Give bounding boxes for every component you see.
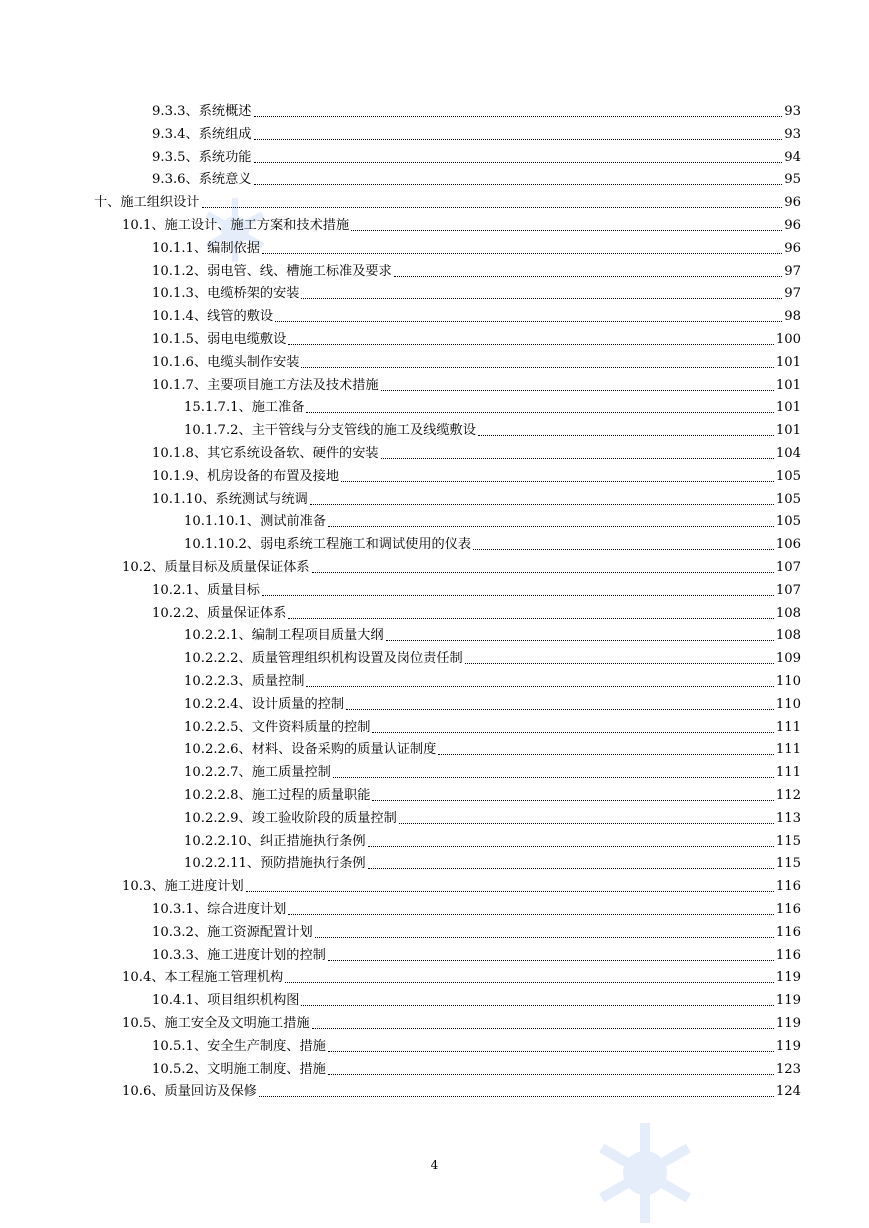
toc-dot-leader <box>288 617 774 619</box>
toc-dot-leader <box>262 252 782 254</box>
toc-dot-leader <box>259 1095 774 1097</box>
toc-entry[interactable] <box>152 468 801 486</box>
toc-entry[interactable] <box>152 377 801 395</box>
toc-entry-page: 96 <box>784 240 801 256</box>
toc-entry[interactable] <box>152 263 801 281</box>
toc-dot-leader <box>254 115 783 117</box>
toc-entry-page: 119 <box>775 970 801 986</box>
toc-dot-leader <box>372 799 773 801</box>
toc-entry-page: 116 <box>775 902 801 917</box>
toc-entry-title: 10.1.7、主要项目施工方法及技术措施 <box>152 377 379 393</box>
toc-entry-page: 111 <box>775 765 801 781</box>
toc-entry[interactable] <box>184 787 801 805</box>
toc-entry[interactable] <box>122 969 801 987</box>
toc-entry[interactable] <box>184 422 801 440</box>
toc-entry[interactable] <box>184 536 801 554</box>
toc-entry[interactable] <box>152 924 801 942</box>
toc-dot-leader <box>306 685 773 687</box>
page-number: 4 <box>430 1158 439 1172</box>
toc-entry-title: 9.3.5、系统功能 <box>152 149 252 165</box>
toc-entry-title: 10.2.2.3、质量控制 <box>184 674 305 689</box>
toc-dot-leader <box>341 480 774 482</box>
toc-dot-leader <box>368 867 774 869</box>
toc-entry-page: 97 <box>784 286 801 302</box>
toc-entry-title: 10.6、质量回访及保修 <box>122 1084 257 1100</box>
toc-entry-title: 10.3、施工进度计划 <box>122 879 244 895</box>
toc-entry-page: 95 <box>784 172 801 188</box>
toc-dot-leader <box>310 503 774 505</box>
toc-entry-page: 109 <box>775 651 801 667</box>
toc-entry[interactable] <box>122 1015 801 1033</box>
toc-entry-title: 10.5.1、安全生产制度、措施 <box>152 1038 326 1054</box>
toc-entry-title: 10.1.7.2、主干管线与分支管线的施工及线缆敷设 <box>184 423 476 439</box>
toc-entry-page: 107 <box>775 560 801 575</box>
toc-entry-title: 10.2.2.5、文件资料质量的控制 <box>184 719 371 735</box>
toc-entry-title: 10.1、施工设计、施工方案和技术措施 <box>122 218 350 233</box>
toc-dot-leader <box>399 822 774 824</box>
toc-entry-title: 10.1.8、其它系统设备软、硬件的安装 <box>152 446 379 461</box>
toc-entry-title: 10.2.2、质量保证体系 <box>152 605 287 621</box>
toc-entry-page: 116 <box>775 947 801 963</box>
toc-entry-page: 124 <box>775 1084 801 1100</box>
toc-dot-leader <box>312 1027 774 1029</box>
toc-dot-leader <box>381 457 774 459</box>
toc-entry[interactable] <box>152 1061 801 1079</box>
toc-entry-title: 10.2.2.1、编制工程项目质量大纲 <box>184 628 384 644</box>
toc-dot-leader <box>473 548 774 550</box>
toc-entry-page: 105 <box>775 514 801 530</box>
toc-dot-leader <box>254 138 783 140</box>
toc-entry-title: 10.1.9、机房设备的布置及接地 <box>152 468 340 484</box>
toc-entry[interactable] <box>184 764 801 782</box>
toc-entry-title: 10.1.10、系统测试与统调 <box>152 491 308 507</box>
toc-dot-leader <box>315 936 774 938</box>
toc-entry-page: 108 <box>775 605 801 621</box>
toc-entry[interactable] <box>152 331 801 349</box>
toc-dot-leader <box>372 731 773 733</box>
toc-entry-title: 9.3.3、系统概述 <box>152 104 252 119</box>
toc-entry[interactable] <box>152 308 801 326</box>
toc-entry-page: 105 <box>775 491 801 507</box>
toc-entry-page: 116 <box>775 924 801 940</box>
toc-dot-leader <box>254 161 783 163</box>
toc-entry-title: 10.1.3、电缆桥架的安装 <box>152 286 300 302</box>
toc-entry-title: 10.1.6、电缆头制作安装 <box>152 354 300 370</box>
toc-entry-page: 96 <box>784 195 801 211</box>
toc-entry-page: 119 <box>775 1016 801 1031</box>
toc-dot-leader <box>285 981 774 983</box>
toc-entry[interactable] <box>152 103 801 121</box>
toc-entry-page: 96 <box>784 218 801 233</box>
toc-entry-title: 10.2、质量目标及质量保证体系 <box>122 560 310 575</box>
toc-entry[interactable] <box>184 399 801 417</box>
toc-entry-page: 101 <box>775 377 801 393</box>
toc-dot-leader <box>394 275 782 277</box>
toc-entry-page: 107 <box>775 582 801 598</box>
toc-entry-title: 10.5.2、文明施工制度、措施 <box>152 1061 326 1077</box>
toc-entry-page: 108 <box>775 628 801 644</box>
toc-entry-title: 10.5、施工安全及文明施工措施 <box>122 1016 310 1031</box>
toc-entry-title: 10.1.10.2、弱电系统工程施工和调试使用的仪表 <box>184 537 472 553</box>
toc-dot-leader <box>202 206 783 208</box>
toc-entry-page: 116 <box>775 879 801 895</box>
toc-entry-page: 93 <box>784 126 801 142</box>
toc-entry-page: 101 <box>775 354 801 370</box>
toc-dot-leader <box>301 366 773 368</box>
watermark-snowflake-icon <box>590 1118 700 1228</box>
toc-entry-page: 98 <box>784 309 801 325</box>
toc-dot-leader <box>465 662 774 664</box>
toc-entry-page: 123 <box>775 1061 801 1077</box>
toc-dot-leader <box>312 571 774 573</box>
toc-entry-page: 104 <box>775 446 801 461</box>
toc-entry-page: 111 <box>775 742 801 758</box>
toc-entry[interactable] <box>122 559 801 577</box>
toc-dot-leader <box>288 913 774 915</box>
toc-entry-title: 10.2.2.4、设计质量的控制 <box>184 696 345 712</box>
toc-entry-page: 112 <box>775 788 801 803</box>
toc-entry-page: 111 <box>775 719 801 735</box>
toc-dot-leader <box>328 959 774 961</box>
toc-entry-page: 110 <box>775 696 801 712</box>
toc-dot-leader <box>478 434 774 436</box>
toc-entry[interactable] <box>152 240 801 258</box>
toc-entry[interactable] <box>152 947 801 965</box>
toc-dot-leader <box>346 708 774 710</box>
toc-entry-title: 10.2.2.8、施工过程的质量职能 <box>184 788 371 803</box>
toc-entry-page: 97 <box>784 263 801 279</box>
toc-entry[interactable] <box>184 810 801 828</box>
toc-entry[interactable] <box>184 719 801 737</box>
toc-entry-title: 10.2.2.2、质量管理组织机构设置及岗位责任制 <box>184 651 463 667</box>
toc-entry-title: 10.1.10.1、测试前准备 <box>184 514 327 530</box>
toc-entry-title: 10.3.1、综合进度计划 <box>152 902 287 917</box>
toc-entry-title: 10.1.1、编制依据 <box>152 240 260 256</box>
toc-dot-leader <box>368 845 774 847</box>
toc-entry[interactable] <box>152 491 801 509</box>
toc-dot-leader <box>328 525 774 527</box>
toc-entry[interactable] <box>152 126 801 144</box>
toc-entry-title: 15.1.7.1、施工准备 <box>184 400 305 416</box>
toc-entry-page: 100 <box>775 332 801 347</box>
toc-dot-leader <box>351 229 782 231</box>
toc-entry-page: 93 <box>784 104 801 119</box>
toc-entry-page: 94 <box>784 149 801 165</box>
toc-entry-title: 10.2.1、质量目标 <box>152 582 260 598</box>
toc-entry[interactable] <box>184 650 801 668</box>
toc-entry-title: 9.3.4、系统组成 <box>152 126 252 142</box>
toc-dot-leader <box>275 320 782 322</box>
toc-entry-page: 119 <box>775 993 801 1009</box>
toc-entry-title: 10.2.2.9、竣工验收阶段的质量控制 <box>184 810 397 826</box>
toc-entry-title: 10.3.2、施工资源配置计划 <box>152 924 313 940</box>
toc-entry[interactable] <box>152 992 801 1010</box>
toc-entry[interactable] <box>94 194 801 212</box>
toc-entry-title: 10.4.1、项目组织机构图 <box>152 993 300 1009</box>
toc-entry[interactable] <box>122 878 801 896</box>
toc-entry-title: 9.3.6、系统意义 <box>152 172 252 188</box>
toc-entry-title: 10.4、本工程施工管理机构 <box>122 970 284 986</box>
toc-entry[interactable] <box>152 445 801 463</box>
toc-dot-leader <box>328 1050 774 1052</box>
toc-entry[interactable] <box>152 1038 801 1056</box>
toc-entry[interactable] <box>184 741 801 759</box>
toc-entry-title: 10.1.5、弱电电缆敷设 <box>152 332 287 347</box>
toc-entry-page: 119 <box>775 1038 801 1054</box>
toc-dot-leader <box>438 753 773 755</box>
toc-dot-leader <box>246 890 774 892</box>
toc-entry[interactable] <box>122 1083 801 1101</box>
toc-entry[interactable] <box>184 833 801 851</box>
toc-entry[interactable] <box>152 149 801 167</box>
toc-entry[interactable] <box>152 171 801 189</box>
toc-entry-page: 115 <box>775 833 801 849</box>
toc-entry-title: 10.2.2.7、施工质量控制 <box>184 765 331 781</box>
toc-entry-page: 101 <box>775 423 801 439</box>
toc-entry[interactable] <box>184 673 801 691</box>
toc-dot-leader <box>301 297 782 299</box>
toc-dot-leader <box>381 389 774 391</box>
toc-entry[interactable] <box>152 901 801 919</box>
toc-dot-leader <box>301 1004 773 1006</box>
toc-dot-leader <box>288 343 774 345</box>
toc-entry-title: 10.1.2、弱电管、线、槽施工标准及要求 <box>152 263 392 279</box>
toc-dot-leader <box>328 1073 774 1075</box>
toc-entry[interactable] <box>152 285 801 303</box>
toc-entry-page: 115 <box>775 856 801 872</box>
toc-entry-title: 十、施工组织设计 <box>94 195 200 211</box>
toc-entry[interactable] <box>184 855 801 873</box>
toc-entry[interactable] <box>122 217 801 235</box>
toc-entry-page: 110 <box>775 674 801 689</box>
toc-entry-page: 105 <box>775 468 801 484</box>
toc-entry-title: 10.3.3、施工进度计划的控制 <box>152 947 326 963</box>
toc-entry-title: 10.2.2.6、材料、设备采购的质量认证制度 <box>184 742 437 758</box>
toc-entry-title: 10.2.2.11、预防措施执行条例 <box>184 856 366 872</box>
toc-dot-leader <box>333 776 774 778</box>
toc-entry[interactable] <box>152 605 801 623</box>
toc-entry-page: 113 <box>775 810 801 826</box>
toc-entry[interactable] <box>152 354 801 372</box>
toc-entry-title: 10.1.4、线管的敷设 <box>152 309 274 325</box>
toc-entry[interactable] <box>184 627 801 645</box>
toc-dot-leader <box>386 639 774 641</box>
toc-dot-leader <box>306 411 773 413</box>
toc-entry[interactable] <box>184 696 801 714</box>
toc-entry-title: 10.2.2.10、纠正措施执行条例 <box>184 833 366 849</box>
toc-entry[interactable] <box>152 582 801 600</box>
toc-dot-leader <box>262 594 774 596</box>
toc-entry[interactable] <box>184 513 801 531</box>
toc-entry-page: 101 <box>775 400 801 416</box>
toc-entry-page: 106 <box>775 537 801 553</box>
toc-dot-leader <box>254 183 783 185</box>
